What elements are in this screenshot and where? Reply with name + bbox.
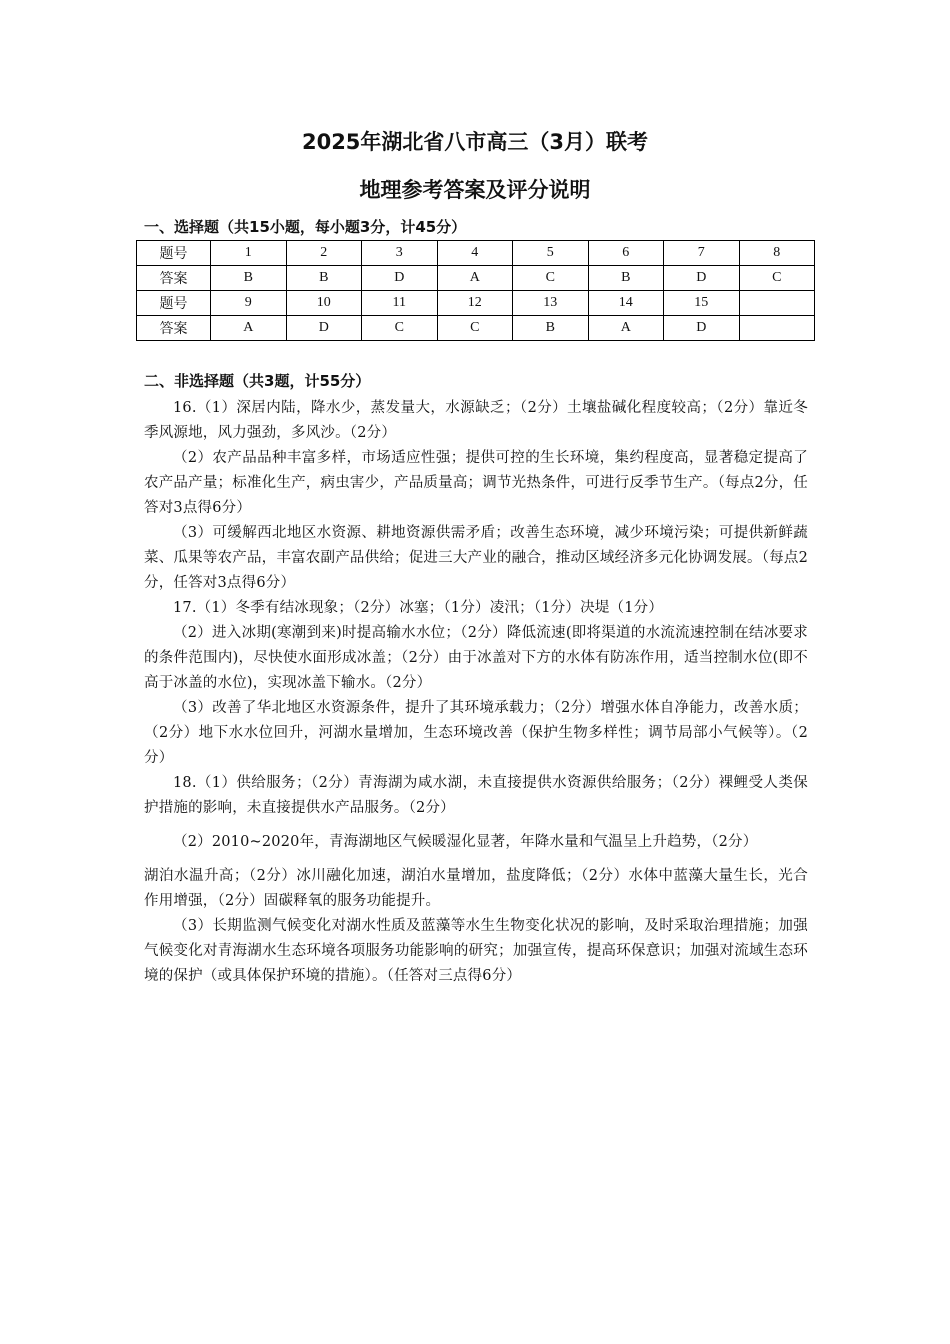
table-cell: D bbox=[664, 266, 740, 291]
table-cell: D bbox=[286, 316, 362, 341]
table-cell: A bbox=[588, 316, 664, 341]
answer-body bbox=[144, 396, 808, 989]
table-row bbox=[137, 291, 815, 316]
answer-17-1: 17.（1）冬季有结冰现象；（2分）冰塞；（1分）凌汛；（1分）决堤（1分） bbox=[173, 600, 664, 616]
table-cell: B bbox=[588, 266, 664, 291]
table-cell: C bbox=[362, 316, 438, 341]
answer-17-2: （2）进入冰期(寒潮到来)时提高输水水位；（2分）降低流速(即将渠道的水流流速控制在结冰要求的条件范围内)，尽快使水面形成冰盖；（2分）由于冰盖对下方的水体有防冻作用，适当控制水位(即不高于冰盖的水位)，实现冰盖下输水。（2分） bbox=[144, 625, 808, 691]
table-cell: 10 bbox=[286, 291, 362, 316]
table-cell: A bbox=[437, 266, 513, 291]
table-cell: 5 bbox=[513, 241, 589, 266]
answer-16-2: （2）农产品品种丰富多样，市场适应性强；提供可控的生长环境，集约程度高，显著稳定提高了农产品产量；标准化生产，病虫害少，产品质量高；调节光热条件，可进行反季节生产。（每点2分，任答对3点得6分） bbox=[144, 450, 808, 516]
table-cell: D bbox=[664, 316, 740, 341]
table-cell: A bbox=[211, 316, 287, 341]
section1-heading: 一、选择题（共15小题，每小题3分，计45分） bbox=[144, 218, 467, 236]
table-cell: 7 bbox=[664, 241, 740, 266]
answer-18-1: 18.（1）供给服务；（2分）青海湖为咸水湖，未直接提供水资源供给服务；（2分）裸鲤受人类保护措施的影响，未直接提供水产品服务。（2分） bbox=[144, 775, 808, 816]
table-cell: C bbox=[437, 316, 513, 341]
table-cell: C bbox=[739, 266, 815, 291]
table-cell: 6 bbox=[588, 241, 664, 266]
table-cell: 12 bbox=[437, 291, 513, 316]
page-subtitle: 地理参考答案及评分说明 bbox=[359, 178, 591, 202]
table-cell bbox=[739, 316, 815, 341]
table-cell: B bbox=[211, 266, 287, 291]
row-label: 题号 bbox=[137, 291, 211, 316]
table-row bbox=[137, 241, 815, 266]
answer-18-3: （3）长期监测气候变化对湖水性质及蓝藻等水生生物变化状况的影响，及时采取治理措施；加强气候变化对青海湖水生态环境各项服务功能影响的研究；加强宣传，提高环保意识；加强对流域生态环境的保护（或具体保护环境的措施）。（任答对三点得6分） bbox=[144, 918, 808, 984]
table-cell: 13 bbox=[513, 291, 589, 316]
table-row bbox=[137, 266, 815, 291]
answer-17-3: （3）改善了华北地区水资源条件，提升了其环境承载力；（2分）增强水体自净能力，改善水质；（2分）地下水水位回升，河湖水量增加，生态环境改善（保护生物多样性；调节局部小气候等）。（2分） bbox=[144, 700, 808, 766]
table-cell: B bbox=[286, 266, 362, 291]
answer-table bbox=[136, 240, 815, 341]
table-cell: 1 bbox=[211, 241, 287, 266]
table-cell: D bbox=[362, 266, 438, 291]
table-cell: C bbox=[513, 266, 589, 291]
table-cell: 11 bbox=[362, 291, 438, 316]
answer-16-1: 16.（1）深居内陆，降水少，蒸发量大，水源缺乏；（2分）土壤盐碱化程度较高；（2分）靠近冬季风源地，风力强劲，多风沙。（2分） bbox=[144, 400, 808, 441]
answer-18-2: （2）2010~2020年，青海湖地区气候暖湿化显著，年降水量和气温呈上升趋势，（2分） bbox=[173, 834, 758, 850]
row-label: 题号 bbox=[137, 241, 211, 266]
table-cell: 8 bbox=[739, 241, 815, 266]
row-label: 答案 bbox=[137, 266, 211, 291]
answer-16-3: （3）可缓解西北地区水资源、耕地资源供需矛盾；改善生态环境，减少环境污染；可提供新鲜蔬菜、瓜果等农产品，丰富农副产品供给；促进三大产业的融合，推动区域经济多元化协调发展。（每点2分，任答对3点得6分） bbox=[144, 525, 808, 591]
table-cell: 15 bbox=[664, 291, 740, 316]
table-cell bbox=[739, 291, 815, 316]
section2-heading: 二、非选择题（共3题，计55分） bbox=[144, 372, 371, 390]
table-cell: 4 bbox=[437, 241, 513, 266]
table-cell: B bbox=[513, 316, 589, 341]
table-cell: 9 bbox=[211, 291, 287, 316]
table-cell: 2 bbox=[286, 241, 362, 266]
row-label: 答案 bbox=[137, 316, 211, 341]
table-cell: 3 bbox=[362, 241, 438, 266]
table-row bbox=[137, 316, 815, 341]
table-cell: 14 bbox=[588, 291, 664, 316]
page-title: 2025年湖北省八市高三（3月）联考 bbox=[301, 130, 649, 154]
answer-18-2-cont: 湖泊水温升高；（2分）冰川融化加速，湖泊水量增加，盐度降低；（2分）水体中蓝藻大量生长，光合作用增强，（2分）固碳释氧的服务功能提升。 bbox=[144, 868, 808, 909]
